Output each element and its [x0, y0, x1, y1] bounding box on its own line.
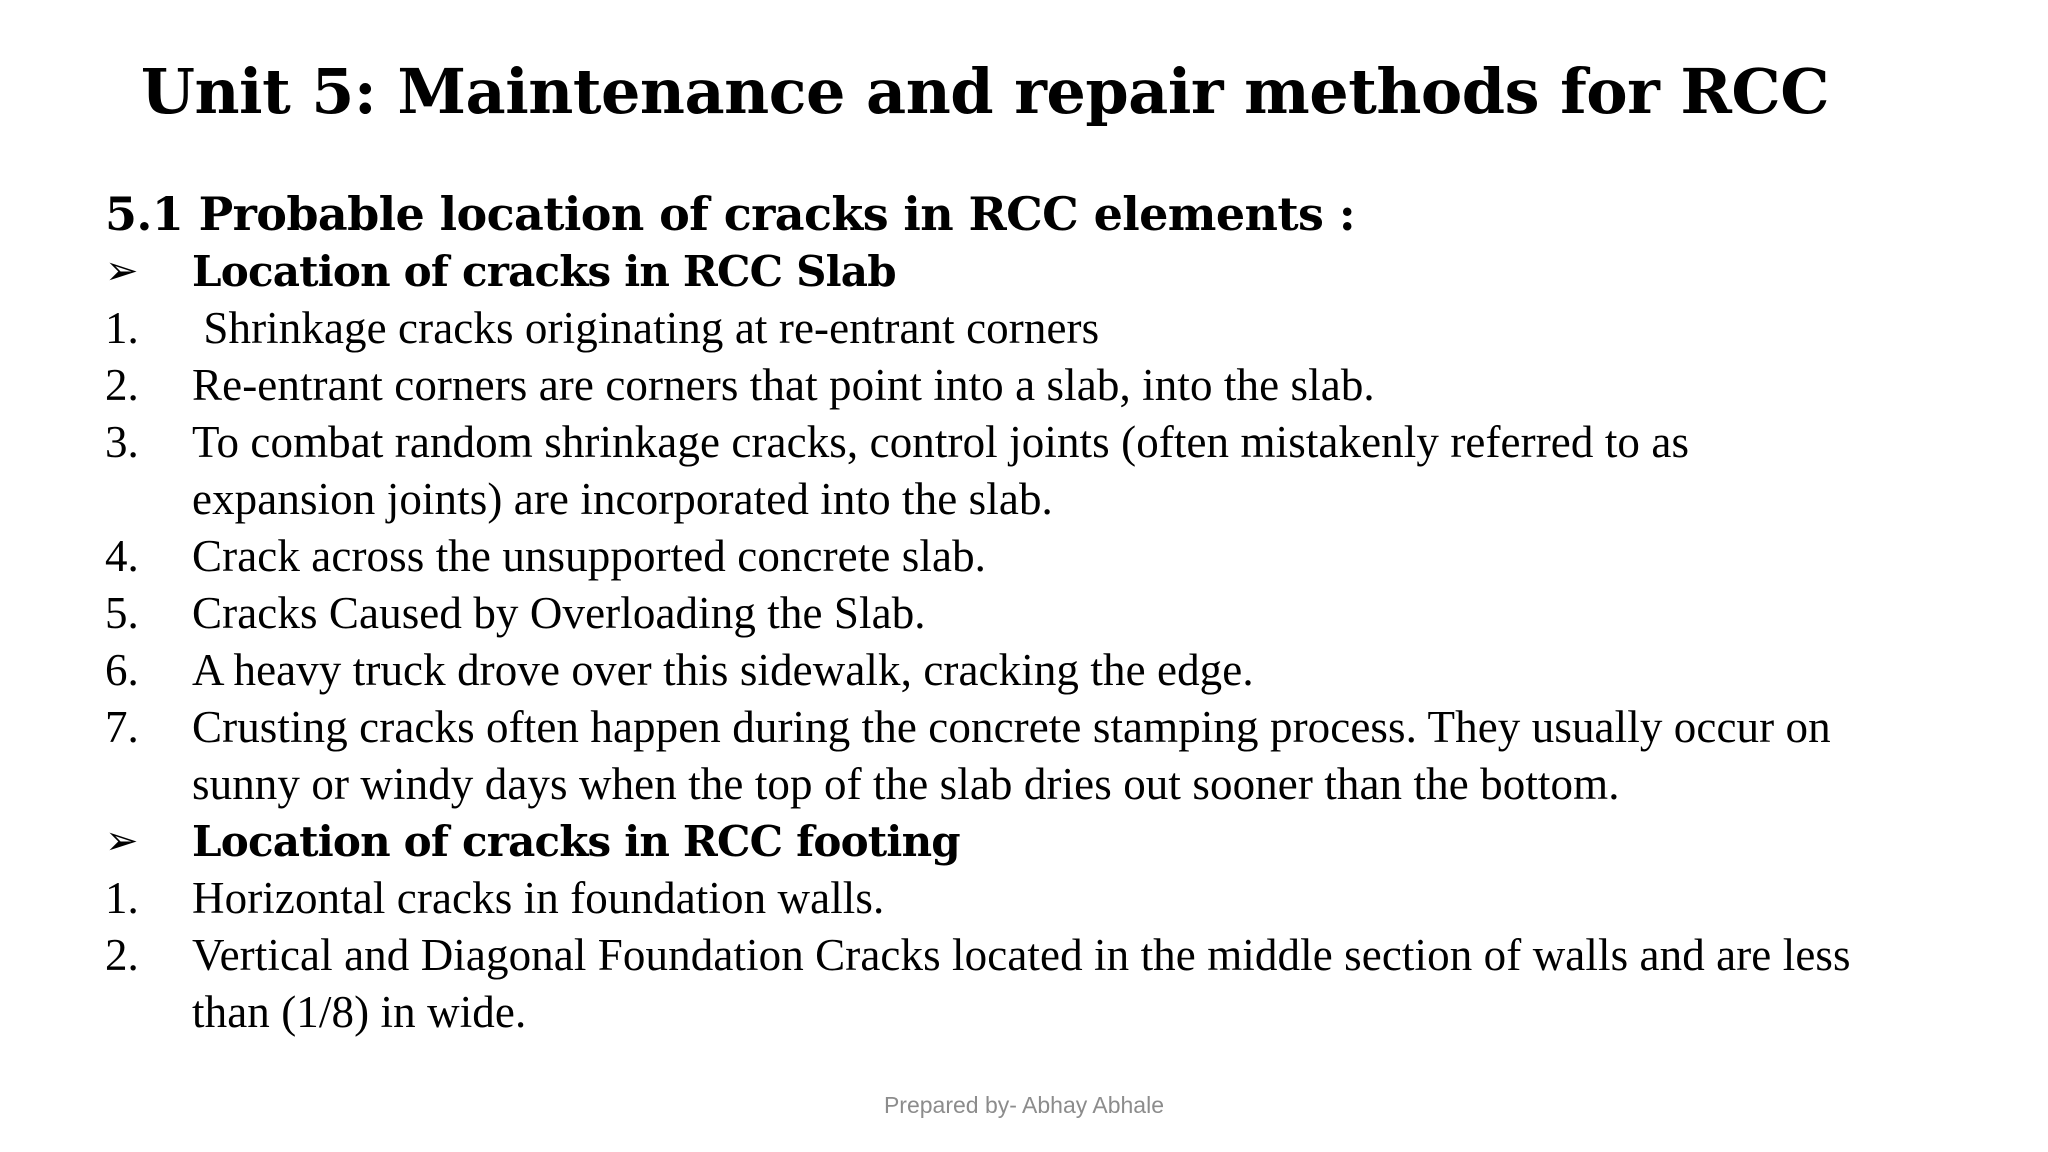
item-number: 1.	[105, 303, 139, 353]
item-text: A heavy truck drove over this sidewalk, cracking the edge.	[192, 645, 1254, 695]
list-item	[105, 699, 2025, 756]
arrow-bullet-icon: ➢	[105, 818, 138, 864]
list-item-continuation	[105, 984, 2025, 1041]
subheading-slab	[105, 243, 2025, 300]
item-number: 2.	[105, 930, 139, 980]
subheading-footing	[105, 813, 2025, 870]
list-item	[105, 585, 2025, 642]
list-item-continuation	[105, 756, 2025, 813]
subheading-text: Location of cracks in RCC Slab	[192, 247, 896, 296]
item-number: 6.	[105, 645, 139, 695]
section-heading: 5.1 Probable location of cracks in RCC elements :	[105, 187, 1356, 241]
list-item	[105, 870, 2025, 927]
item-text: sunny or windy days when the top of the slab dries out sooner than the bottom.	[192, 759, 1620, 809]
list-item	[105, 528, 2025, 585]
item-text: Crusting cracks often happen during the concrete stamping process. They usually occur on	[192, 702, 1831, 752]
list-item	[105, 414, 2025, 471]
item-text: Shrinkage cracks originating at re-entrant corners	[192, 303, 1100, 353]
item-text: Vertical and Diagonal Foundation Cracks located in the middle section of walls and are less	[192, 930, 1851, 980]
item-text: expansion joints) are incorporated into the slab.	[192, 474, 1053, 524]
list-item	[105, 357, 2025, 414]
item-text: than (1/8) in wide.	[192, 987, 527, 1037]
list-item	[105, 927, 2025, 984]
list-item	[105, 642, 2025, 699]
arrow-bullet-icon: ➢	[105, 248, 138, 294]
item-text: To combat random shrinkage cracks, control joints (often mistakenly referred to as	[192, 417, 1690, 467]
slide-content	[105, 185, 2025, 1041]
list-item-continuation	[105, 471, 2025, 528]
item-number: 1.	[105, 873, 139, 923]
item-text: Cracks Caused by Overloading the Slab.	[192, 588, 926, 638]
item-text: Crack across the unsupported concrete slab.	[192, 531, 987, 581]
item-number: 2.	[105, 360, 139, 410]
slide-title: Unit 5: Maintenance and repair methods for RCC	[140, 55, 1830, 128]
subheading-text: Location of cracks in RCC footing	[192, 817, 960, 866]
item-number: 7.	[105, 702, 139, 752]
list-item	[105, 300, 2025, 357]
item-number: 4.	[105, 531, 139, 581]
footer-credit: Prepared by- Abhay Abhale	[883, 1092, 1165, 1118]
item-number: 5.	[105, 588, 139, 638]
item-text: Re-entrant corners are corners that point into a slab, into the slab.	[192, 360, 1375, 410]
item-number: 3.	[105, 417, 139, 467]
item-text: Horizontal cracks in foundation walls.	[192, 873, 885, 923]
